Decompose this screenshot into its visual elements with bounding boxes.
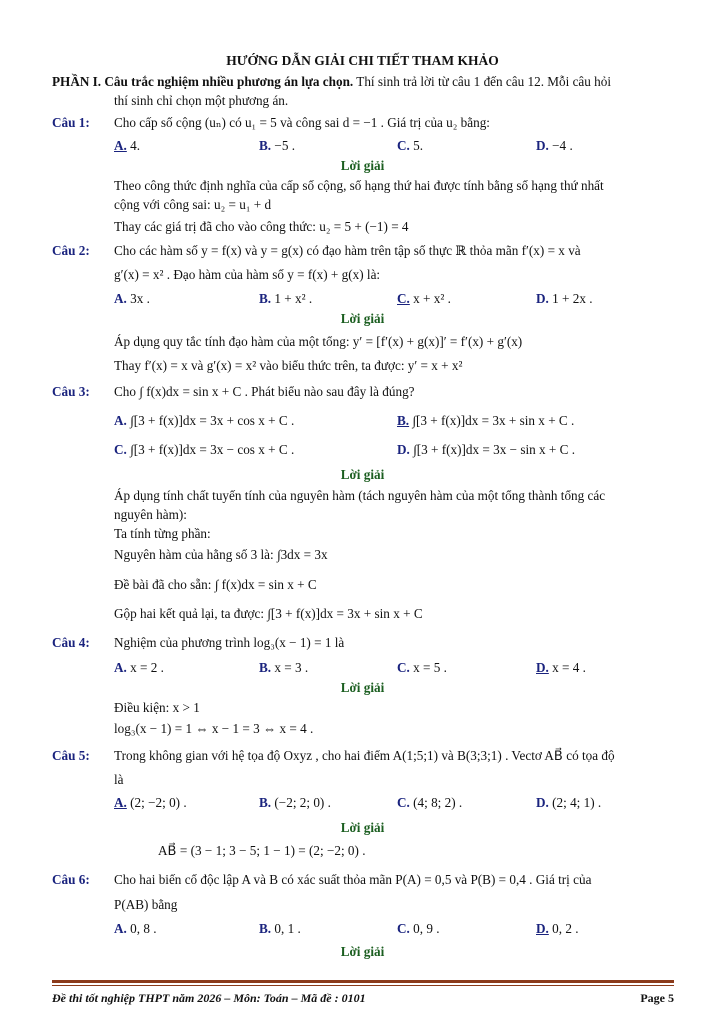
solution-heading: Lời giải xyxy=(340,680,385,695)
option-a: A. ∫[3 + f(x)]dx = 3x + cos x + C . xyxy=(114,413,295,428)
question-label: Câu 5: xyxy=(52,748,90,763)
option-b: B. x = 3 . xyxy=(259,660,309,675)
option-c: C. x + x² . xyxy=(397,291,451,306)
solution-heading: Lời giải xyxy=(340,311,385,326)
solution-line: Ta tính từng phần: xyxy=(114,526,211,541)
solution-heading: Lời giải xyxy=(340,158,385,173)
option-b: B. ∫[3 + f(x)]dx = 3x + sin x + C . xyxy=(397,413,575,428)
part1-intro-line1: Thí sinh trả lời từ câu 1 đến câu 12. Mỗi câu hỏi xyxy=(353,74,612,89)
solution-line: Nguyên hàm của hằng số 3 là: ∫3dx = 3x xyxy=(114,547,328,562)
option-b: B. −5 . xyxy=(259,138,296,153)
solution-heading: Lời giải xyxy=(340,944,385,959)
solution-line: Gộp hai kết quả lại, ta được: ∫[3 + f(x)]dx = 3x + sin x + C xyxy=(114,606,423,621)
footer-rule xyxy=(52,980,674,983)
part1-intro xyxy=(52,73,674,91)
option-d: D. ∫[3 + f(x)]dx = 3x − sin x + C . xyxy=(397,442,576,457)
solution-heading: Lời giải xyxy=(340,467,385,482)
part1-heading: PHẦN I. Câu trắc nghiệm nhiều phương án lựa chọn. xyxy=(52,74,354,89)
option-c: C. x = 5 . xyxy=(397,660,447,675)
option-a: A. 0, 8 . xyxy=(114,921,157,936)
option-a: A. x = 2 . xyxy=(114,660,164,675)
solution-line: Áp dụng quy tắc tính đạo hàm của một tổng: y′ = [f′(x) + g(x)]′ = f′(x) + g′(x) xyxy=(114,334,523,349)
question-text-cont: là xyxy=(114,772,124,787)
solution-line: Đề bài đã cho sẵn: ∫ f(x)dx = sin x + C xyxy=(114,577,317,592)
solution-line: cộng với công sai: u₂ = u₁ + d xyxy=(114,197,272,212)
option-d: D. −4 . xyxy=(536,138,573,153)
option-d: D. (2; 4; 1) . xyxy=(536,795,602,810)
solution-line: Thay các giá trị đã cho vào công thức: u₂ = 5 + (−1) = 4 xyxy=(114,219,409,234)
option-d: D. x = 4 . xyxy=(536,660,586,675)
option-a: A. 4. xyxy=(114,138,141,153)
option-d: D. 1 + 2x . xyxy=(536,291,593,306)
question-text: Nghiệm của phương trình log₃(x − 1) = 1 là xyxy=(114,635,345,650)
option-c: C. ∫[3 + f(x)]dx = 3x − cos x + C . xyxy=(114,442,295,457)
question-label: Câu 4: xyxy=(52,635,90,650)
solution-line: Điều kiện: x > 1 xyxy=(114,700,200,715)
option-c: C. 0, 9 . xyxy=(397,921,440,936)
option-b: B. 0, 1 . xyxy=(259,921,301,936)
question-text: Cho hai biến cố độc lập A và B có xác suất thỏa mãn P(A) = 0,5 và P(B) = 0,4 . Giá trị của xyxy=(114,872,592,887)
option-d: D. 0, 2 . xyxy=(536,921,579,936)
solution-line: Theo công thức định nghĩa của cấp số cộng, số hạng thứ hai được tính bằng số hạng thứ nhất xyxy=(114,178,604,193)
solution-line: log₃(x − 1) = 1 ⇔ x − 1 = 3 ⇔ x = 4 . xyxy=(114,721,314,736)
question-label: Câu 1: xyxy=(52,115,90,130)
option-b: B. 1 + x² . xyxy=(259,291,313,306)
solution-line: AB⃗ = (3 − 1; 3 − 5; 1 − 1) = (2; −2; 0) . xyxy=(158,843,366,858)
option-a: A. 3x . xyxy=(114,291,150,306)
question-text: Cho cấp số cộng (uₙ) có u₁ = 5 và công sai d = −1 . Giá trị của u₂ bằng: xyxy=(114,115,490,130)
question-text-cont: g′(x) = x² . Đạo hàm của hàm số y = f(x) + g(x) là: xyxy=(114,267,381,282)
part1-intro-line2: thí sinh chỉ chọn một phương án. xyxy=(114,93,289,108)
question-text-cont: P(AB) bằng xyxy=(114,897,178,912)
question-label: Câu 2: xyxy=(52,243,90,258)
option-c: C. 5. xyxy=(397,138,424,153)
question-text: Cho ∫ f(x)dx = sin x + C . Phát biểu nào sau đây là đúng? xyxy=(114,384,415,399)
question-label: Câu 3: xyxy=(52,384,90,399)
solution-line: Thay f′(x) = x và g′(x) = x² vào biểu thức trên, ta được: y′ = x + x² xyxy=(114,358,463,373)
footer-rule-thin xyxy=(52,985,674,986)
question-text: Cho các hàm số y = f(x) và y = g(x) có đạo hàm trên tập số thực ℝ thỏa mãn f′(x) = x và xyxy=(114,243,581,258)
footer-page-number: Page 5 xyxy=(640,991,674,1005)
question-text: Trong không gian với hệ tọa độ Oxyz , cho hai điểm A(1;5;1) và B(3;3;1) . Vectơ AB⃗ có tọa độ xyxy=(114,748,615,763)
solution-heading: Lời giải xyxy=(340,820,385,835)
question-label: Câu 6: xyxy=(52,872,90,887)
footer-exam-info: Đề thi tốt nghiệp THPT năm 2026 – Môn: Toán – Mã đề : 0101 xyxy=(52,991,366,1005)
solution-line: Áp dụng tính chất tuyến tính của nguyên hàm (tách nguyên hàm của một tổng thành tổng các xyxy=(114,488,606,503)
page-title: HƯỚNG DẪN GIẢI CHI TIẾT THAM KHẢO xyxy=(226,53,499,68)
option-a: A. (2; −2; 0) . xyxy=(114,795,187,810)
option-b: B. (−2; 2; 0) . xyxy=(259,795,331,810)
solution-line: nguyên hàm): xyxy=(114,507,187,522)
option-c: C. (4; 8; 2) . xyxy=(397,795,463,810)
